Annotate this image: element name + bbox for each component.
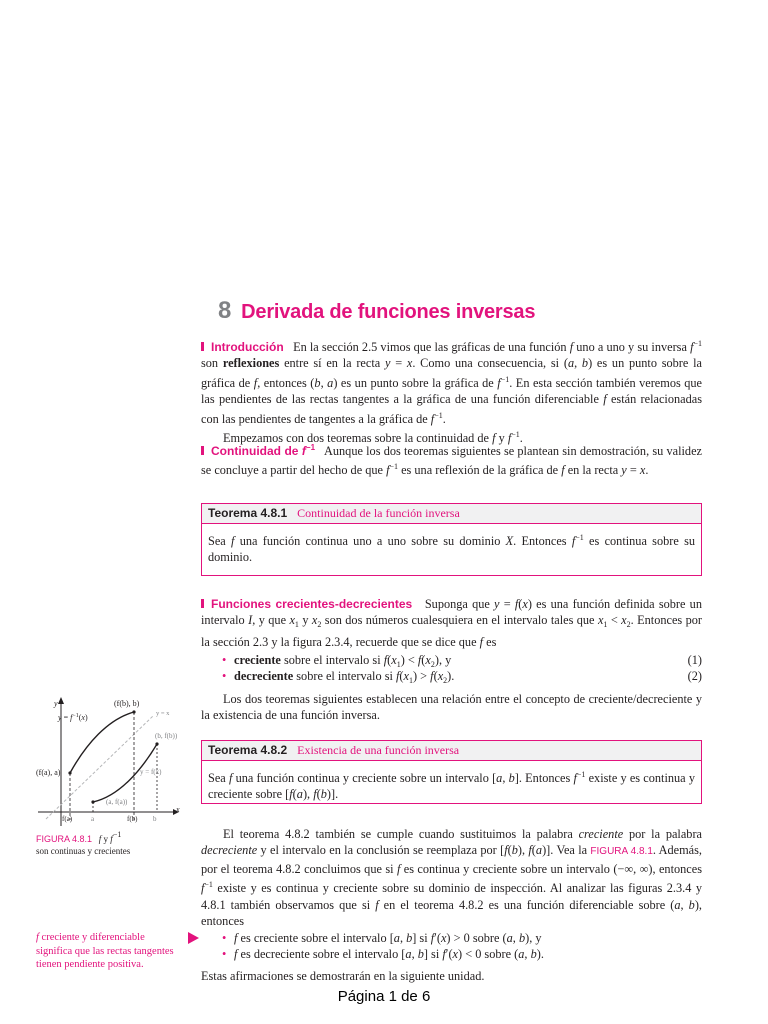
after-paragraph: El teorema 4.8.2 también se cumple cuando sustituimos la palabra creciente por la palabra decreciente y el intervalo en la conclusión se reemplaza por [f(b), f(a)]. Vea la FIGURA 4.8.1. Además, por el teorema 4.8.2 concluimos que si f es continua y creciente sobre un intervalo (−∞, ∞), entonces $f^{-1}$ existe y es continua y creciente sobre su dominio de inspección. Al analizar las figuras 2.3.4 y 4.8.1 también observamos que si f en el teorema 4.8.2 es una función diferenciable sobre (a, b), entonces [201, 827, 702, 929]
closing-text: Estas afirmaciones se demostrarán en la siguiente unidad. [201, 969, 485, 983]
list-item: • f es decreciente sobre el intervalo [a, b] si f′(x) < 0 sobre (a, b). [222, 946, 702, 962]
theorem-body: Sea f una función continua y creciente sobre un intervalo [a, b]. Entonces $f^{-1}$ existe y es continua y creciente sobre [f(a), f(b)]. [208, 770, 695, 802]
list-item: • f es creciente sobre el intervalo [a, b] si f′(x) > 0 sobre (a, b), y [222, 930, 702, 946]
inverse-label: $y = f^{-1}(x)$ [58, 713, 88, 722]
intro-paragraph: Introducción En la sección 2.5 vimos que las gráficas de una función f uno a uno y su inversa $f^{-1}$ son reflexiones entre sí en la recta y = x. Como una consecuencia, si (a, b) es un punto sobre la gráfica de f, entonces (b, a) es un punto sobre la gráfica de $f^{-1}$. En esta sección también veremos que las pendientes de las rectas tangentes a la gráfica de una función diferenciable f están relacionadas con las pendientes de tangentes a la gráfica de $f^{-1}$. Empezamos con dos teoremas sobre la continuidad de f y $f^{-1}$. [201, 339, 703, 446]
theorem-4-8-1-box [201, 503, 702, 576]
increasing-paragraph: Funciones crecientes-decrecientes Suponga que y = f(x) es una función definida sobre un intervalo I, y que $x_1$ y $x_2$ son dos números cualesquiera en el intervalo tales que $x_1 < x_2$. Entonces por la sección 2.3 y la figura 2.3.4, recuerde que se dice que f es [201, 597, 703, 649]
label-y-fx: y = f(x) [140, 768, 162, 776]
theorem-header: Teorema 4.8.2 Existencia de una función inversa [202, 741, 701, 761]
figure-4-8-1 [28, 694, 198, 829]
y-axis-label: y [54, 699, 58, 708]
label-a-fa: (a, f(a)) [106, 798, 128, 806]
label-fb-b: (f(b), b) [114, 699, 140, 708]
point-b-fb [155, 742, 158, 745]
section-title-text: Derivada de funciones inversas [241, 301, 536, 323]
list-item: • creciente sobre el intervalo si $f(x_1) < f(x_2)$, y (1) [222, 652, 702, 668]
y-axis-arrow [58, 697, 64, 704]
theorem-header: Teorema 4.8.1 Continuidad de la función inversa [202, 504, 701, 524]
tick-a: a [91, 815, 95, 823]
label-fa-a: (f(a), a) [36, 768, 61, 777]
tick-b: b [153, 815, 157, 823]
figure-caption: FIGURA 4.8.1 f y f−1 son continuas y crecientes [36, 830, 131, 856]
tick-fa: f(a) [62, 815, 73, 823]
section-title [218, 297, 535, 325]
theorem-4-8-2-box [201, 740, 702, 804]
increasing-definitions [222, 652, 702, 684]
x-axis-label: x [176, 805, 180, 814]
figure-reference[interactable]: FIGURA 4.8.1 [590, 846, 653, 858]
margin-arrow-icon [188, 932, 199, 944]
list-item: • decreciente sobre el intervalo si $f(x_1) > f(x_2)$. (2) [222, 668, 702, 684]
page-footer: Página 1 de 6 [337, 988, 431, 1005]
section-number: 8 [218, 297, 232, 324]
label-y-eq-x: y = x [156, 710, 170, 717]
intro-lead: Introducción [201, 340, 284, 354]
relation-paragraph: Los dos teoremas siguientes establecen una relación entre el concepto de creciente/decreciente y la existencia de una función inversa. [201, 692, 702, 723]
identity-line [46, 716, 153, 819]
point-fa-a [68, 771, 71, 774]
margin-note: f creciente y diferenciable significa que las rectas tangentes tienen pendiente positiva. [36, 932, 174, 970]
point-fb-b [132, 710, 135, 713]
tick-fb: f(b) [127, 815, 138, 823]
theorem-body: Sea f una función continua uno a uno sobre su dominio X. Entonces $f^{-1}$ es continua sobre su dominio. [208, 533, 696, 565]
derivative-conditions [222, 930, 702, 962]
point-a-fa [91, 800, 94, 803]
continuity-paragraph: Continuidad de $f^{-1}$ Aunque los dos teoremas siguientes se plantean sin demostración, su validez se concluye a partir del hecho de que $f^{-1}$ es una reflexión de la gráfica de f en la recta y = x. [201, 443, 702, 478]
label-b-fb: (b, f(b)) [155, 732, 178, 740]
